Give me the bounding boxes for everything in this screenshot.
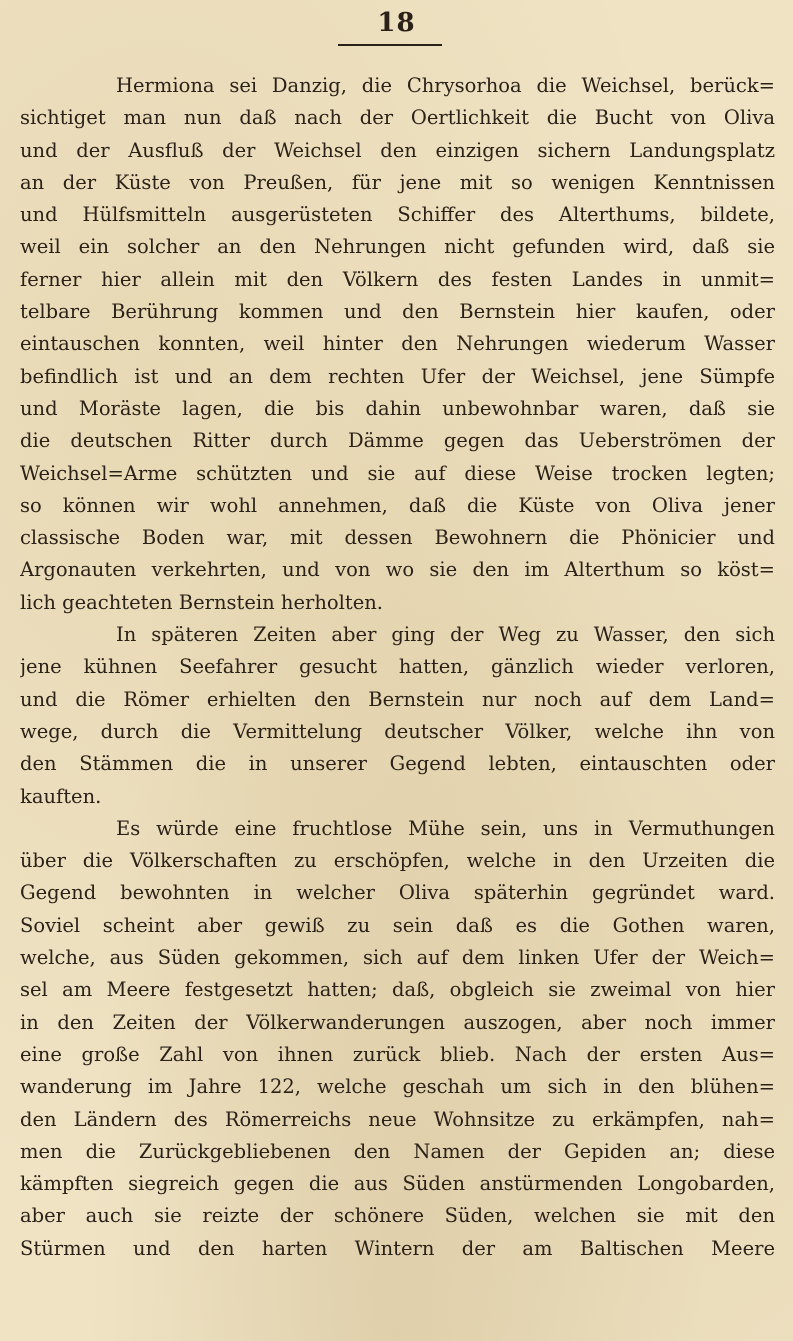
text-line: classische Boden war, mit dessen Bewohnern die Phönicier und <box>20 526 775 550</box>
text-line: In späteren Zeiten aber ging der Weg zu Wasser, den sich <box>116 623 775 647</box>
text-line: jene kühnen Seefahrer gesucht hatten, gänzlich wieder verloren, <box>20 655 775 679</box>
text-line: den Stämmen die in unserer Gegend lebten, eintauschten oder <box>20 752 775 776</box>
text-line: sichtiget man nun daß nach der Oertlichkeit die Bucht von Oliva <box>20 106 775 130</box>
text-line: aber auch sie reizte der schönere Süden, welchen sie mit den <box>20 1204 775 1228</box>
text-line: und Moräste lagen, die bis dahin unbewohnbar waren, daß sie <box>20 396 775 420</box>
text-line: Hermiona sei Danzig, die Chrysorhoa die Weichsel, berück= <box>116 74 775 97</box>
text-line: Es würde eine fruchtlose Mühe sein, uns in Vermuthungen <box>116 816 775 840</box>
text-line: wanderung im Jahre 122, welche geschah um sich in den blühen= <box>20 1075 775 1099</box>
text-line: die deutschen Ritter durch Dämme gegen das Ueberströmen der <box>20 429 775 453</box>
text-line: kauften. <box>20 784 102 808</box>
text-line: sel am Meere festgesetzt hatten; daß, obgleich sie zweimal von hier <box>20 978 775 1002</box>
text-line: telbare Berührung kommen und den Bernstein hier kaufen, oder <box>20 300 775 324</box>
text-line: und die Römer erhielten den Bernstein nur noch auf dem Land= <box>20 687 775 711</box>
text-line: Argonauten verkehrten, und von wo sie den im Alterthum so köst= <box>20 558 775 582</box>
page-number-rule <box>338 44 442 46</box>
text-line: eine große Zahl von ihnen zurück blieb. Nach der ersten Aus= <box>20 1042 775 1066</box>
paragraph-3 <box>20 813 775 1265</box>
text-line: so können wir wohl annehmen, daß die Küste von Oliva jener <box>20 493 775 517</box>
text-line: über die Völkerschaften zu erschöpfen, welche in den Urzeiten die <box>20 849 775 873</box>
text-line: in den Zeiten der Völkerwanderungen auszogen, aber noch immer <box>20 1010 775 1034</box>
text-line: men die Zurückgebliebenen den Namen der Gepiden an; diese <box>20 1139 775 1163</box>
text-line: eintauschen konnten, weil hinter den Nehrungen wiederum Wasser <box>20 332 775 356</box>
text-line: und Hülfsmitteln ausgerüsteten Schiffer des Alterthums, bildete, <box>20 203 775 227</box>
paragraph-2 <box>20 619 775 813</box>
text-line: Stürmen und den harten Wintern der am Baltischen Meere <box>20 1236 775 1260</box>
text-line: und der Ausfluß der Weichsel den einzigen sichern Landungsplatz <box>20 138 775 162</box>
text-line: den Ländern des Römerreichs neue Wohnsitze zu erkämpfen, nah= <box>20 1107 775 1131</box>
text-line: Gegend bewohnten in welcher Oliva späterhin gegründet ward. <box>20 881 775 905</box>
text-line: befindlich ist und an dem rechten Ufer der Weichsel, jene Sümpfe <box>20 364 775 388</box>
text-line: ferner hier allein mit den Völkern des festen Landes in unmit= <box>20 267 775 291</box>
text-line: Soviel scheint aber gewiß zu sein daß es die Gothen waren, <box>20 913 775 937</box>
text-line: weil ein solcher an den Nehrungen nicht gefunden wird, daß sie <box>20 235 775 259</box>
text-line: kämpften siegreich gegen die aus Süden anstürmenden Longobarden, <box>20 1172 775 1196</box>
paragraph-1 <box>20 70 775 619</box>
text-line: wege, durch die Vermittelung deutscher Völker, welche ihn von <box>20 719 775 743</box>
body-text <box>20 70 775 1265</box>
text-line: welche, aus Süden gekommen, sich auf dem linken Ufer der Weich= <box>20 946 775 970</box>
text-line: lich geachteten Bernstein herholten. <box>20 590 384 614</box>
text-line: Weichsel=Arme schützten und sie auf diese Weise trocken legten; <box>20 461 775 485</box>
page-number: 18 <box>377 8 416 38</box>
text-line: an der Küste von Preußen, für jene mit so wenigen Kenntnissen <box>20 170 775 194</box>
